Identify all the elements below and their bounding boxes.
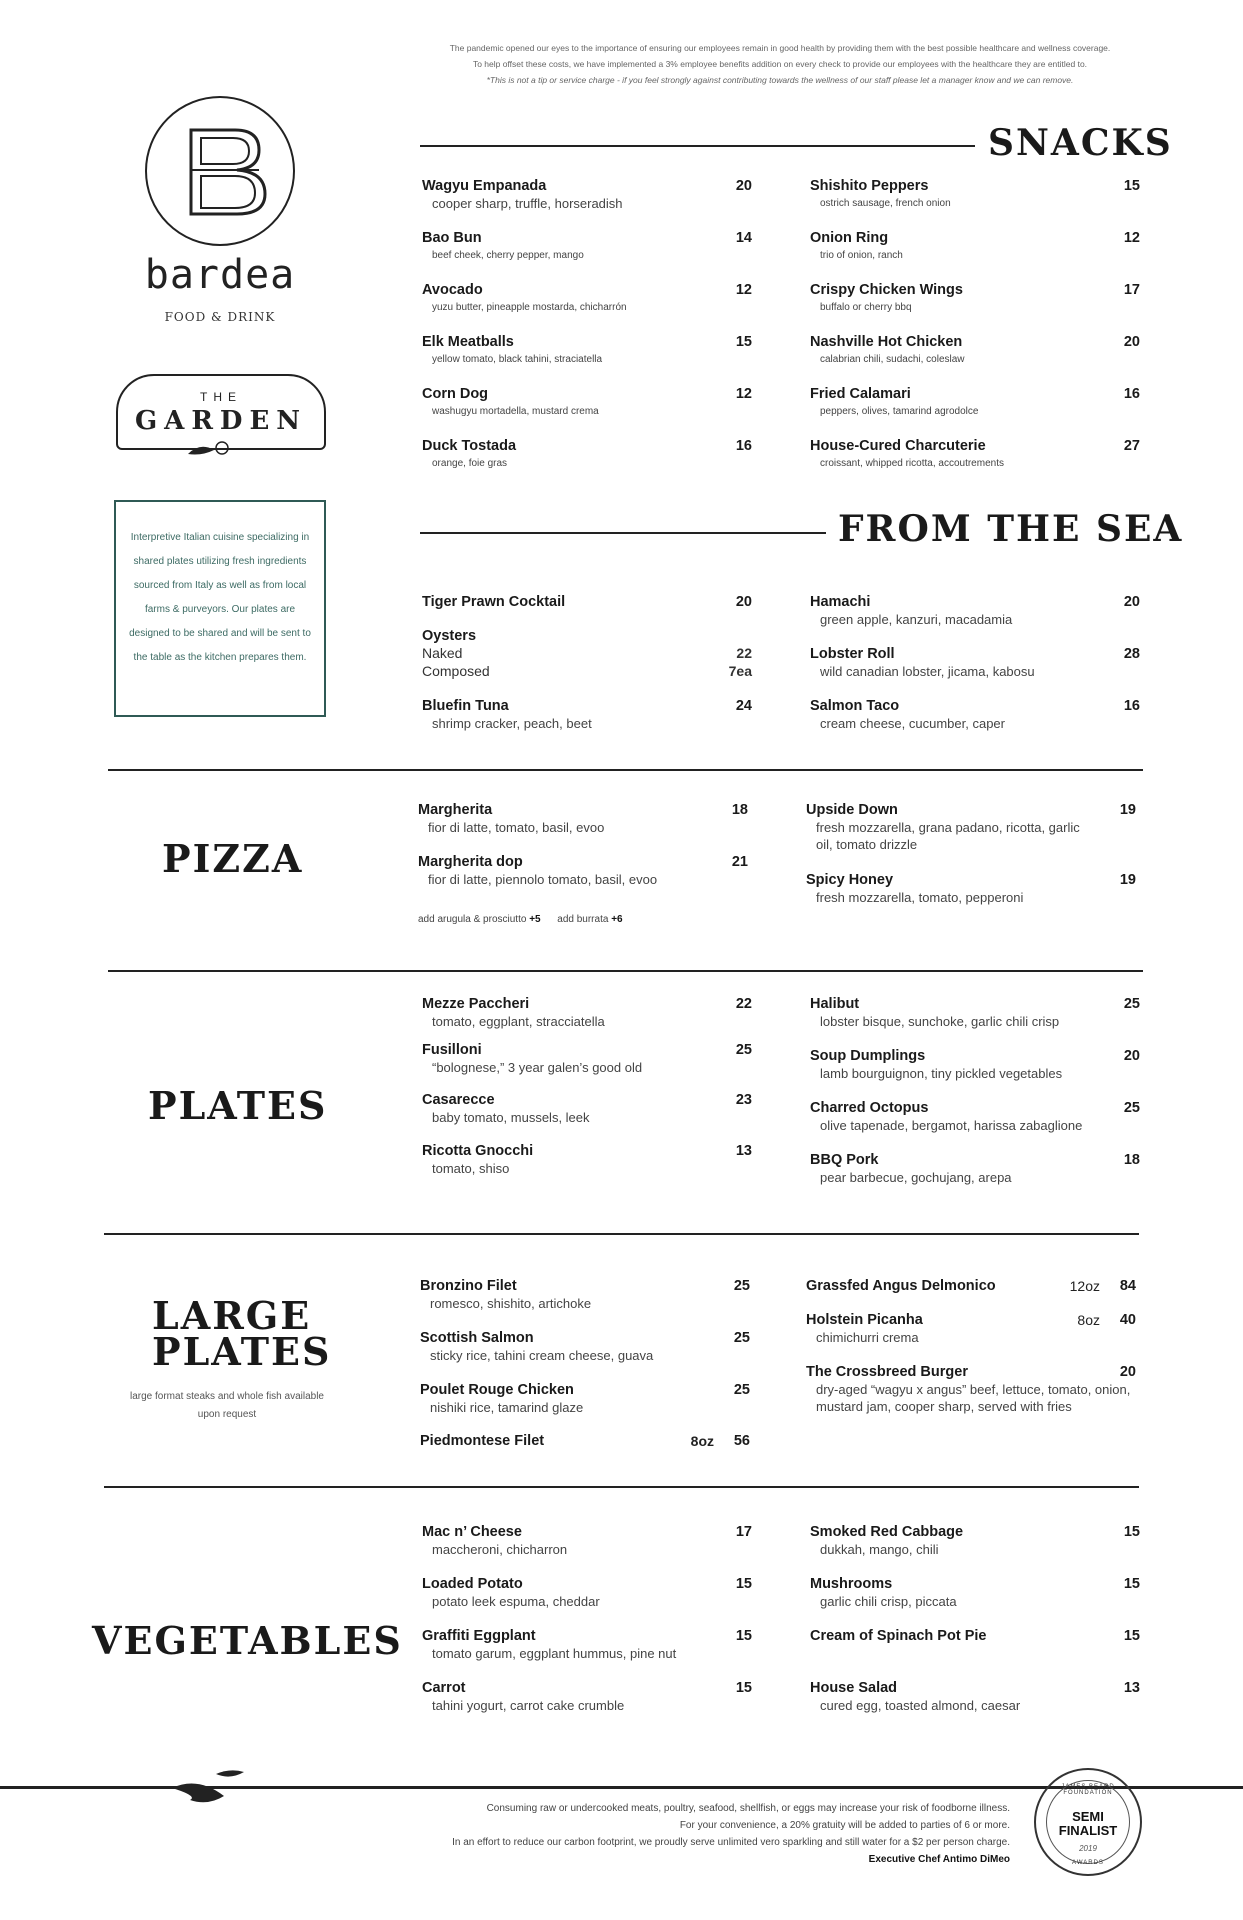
snacks-rule (420, 145, 975, 147)
menu-item: Avocado 12 yuzu butter, pineapple mostarda, chicharrón (422, 282, 752, 313)
menu-item: Hamachi 20 green apple, kanzuri, macadamia (810, 594, 1140, 627)
menu-item: Corn Dog 12 washugyu mortadella, mustard crema (422, 386, 752, 417)
about-box (114, 500, 326, 717)
menu-item: Halibut 25 lobster bisque, sunchoke, garlic chili crisp (810, 996, 1140, 1029)
sea-title: FROM THE SEA (838, 508, 1184, 550)
menu-item: Cream of Spinach Pot Pie 15 (810, 1628, 1140, 1644)
benefits-notice (400, 40, 1160, 88)
footer-line-1: Consuming raw or undercooked meats, poultry, seafood, shellfish, or eggs may increase your risk of foodborne illness. (486, 1803, 1010, 1814)
menu-item: Salmon Taco 16 cream cheese, cucumber, caper (810, 698, 1140, 731)
menu-item: Duck Tostada 16 orange, foie gras (422, 438, 752, 469)
garden-the-label: THE (200, 390, 242, 404)
vegetables-title: VEGETABLES (92, 1618, 403, 1663)
menu-item: Oysters Naked 22 Composed 7ea (422, 628, 752, 679)
brand-name: bardea (144, 252, 296, 298)
menu-item: Loaded Potato 15 potato leek espuma, cheddar (422, 1576, 752, 1609)
menu-item: Fusilloni 25 “bolognese,” 3 year galen’s good old (422, 1042, 752, 1075)
menu-item: Crispy Chicken Wings 17 buffalo or cherry bbq (810, 282, 1140, 313)
brand-tagline: FOOD & DRINK (164, 310, 276, 324)
section-divider (104, 1233, 1139, 1235)
menu-item: Spicy Honey 19 fresh mozzarella, tomato, pepperoni (806, 872, 1136, 905)
menu-item: Bao Bun 14 beef cheek, cherry pepper, mango (422, 230, 752, 261)
menu-item: Charred Octopus 25 olive tapenade, bergamot, harissa zabaglione (810, 1100, 1140, 1133)
plates-title: PLATES (148, 1083, 328, 1128)
large-plates-note: large format steaks and whole fish available upon request (130, 1391, 324, 1420)
menu-item: Graffiti Eggplant 15 tomato garum, eggplant hummus, pine nut (422, 1628, 752, 1661)
footer-line-2: For your convenience, a 20% gratuity will be added to parties of 6 or more. (679, 1820, 1010, 1831)
menu-item: Scottish Salmon 25 sticky rice, tahini cream cheese, guava (420, 1330, 750, 1363)
footer-notes (340, 1800, 1010, 1868)
menu-item: Poulet Rouge Chicken 25 nishiki rice, tamarind glaze (420, 1382, 750, 1415)
menu-item: Soup Dumplings 20 lamb bourguignon, tiny pickled vegetables (810, 1048, 1140, 1081)
menu-item: Piedmontese Filet 8oz 56 (420, 1433, 750, 1449)
menu-item: Bronzino Filet 25 romesco, shishito, artichoke (420, 1278, 750, 1311)
section-divider (104, 1486, 1139, 1488)
menu-item: The Crossbreed Burger 20 dry-aged “wagyu x angus” beef, lettuce, tomato, onion, mustard jam, cooper sharp, served with fries (806, 1364, 1136, 1414)
menu-item: Upside Down 19 fresh mozzarella, grana padano, ricotta, garlic oil, tomato drizzle (806, 802, 1136, 852)
leaf-emblem-icon (186, 440, 236, 468)
menu-item: Bluefin Tuna 24 shrimp cracker, peach, beet (422, 698, 752, 731)
section-divider (108, 769, 1143, 771)
menu-item: Fried Calamari 16 peppers, olives, tamarind agrodolce (810, 386, 1140, 417)
menu-item: Onion Ring 12 trio of onion, ranch (810, 230, 1140, 261)
menu-item: Mezze Paccheri 22 tomato, eggplant, stracciatella (422, 996, 752, 1029)
leaf-flourish-icon (168, 1766, 248, 1812)
the-garden-badge (116, 374, 326, 450)
menu-item: Margherita dop 21 fior di latte, piennolo tomato, basil, evoo (418, 854, 748, 887)
menu-item: Mushrooms 15 garlic chili crisp, piccata (810, 1576, 1140, 1609)
menu-item: Nashville Hot Chicken 20 calabrian chili, sudachi, coleslaw (810, 334, 1140, 365)
menu-item: Smoked Red Cabbage 15 dukkah, mango, chili (810, 1524, 1140, 1557)
bardea-logo-icon (145, 96, 295, 246)
menu-item: Mac n’ Cheese 17 maccheroni, chicharron (422, 1524, 752, 1557)
large-plates-title: LARGE PLATES (152, 1293, 332, 1374)
pizza-title: PIZZA (162, 836, 304, 881)
notice-line-1: The pandemic opened our eyes to the importance of ensuring our employees remain in good health by providing them with the best possible healthcare and wellness coverage. (449, 43, 1111, 53)
section-divider (108, 970, 1143, 972)
snacks-title: SNACKS (988, 122, 1173, 164)
menu-item: Wagyu Empanada 20 cooper sharp, truffle, horseradish (422, 178, 752, 211)
menu-item: Tiger Prawn Cocktail 20 (422, 594, 752, 610)
notice-line-2: To help offset these costs, we have implemented a 3% employee benefits addition on every check to provide our employees with the healthcare they are entitled to. (472, 59, 1088, 69)
james-beard-award-badge: JAMES BEARD FOUNDATION SEMI FINALIST 2019 AWARDS (1034, 1768, 1142, 1876)
menu-item: Margherita 18 fior di latte, tomato, basil, evoo (418, 802, 748, 835)
menu-item: Casarecce 23 baby tomato, mussels, leek (422, 1092, 752, 1125)
menu-item: Grassfed Angus Delmonico 12oz 84 (806, 1278, 1136, 1294)
menu-item: House-Cured Charcuterie 27 croissant, whipped ricotta, accoutrements (810, 438, 1140, 469)
sea-rule (420, 532, 826, 534)
menu-item: House Salad 13 cured egg, toasted almond, caesar (810, 1680, 1140, 1713)
menu-item: Ricotta Gnocchi 13 tomato, shiso (422, 1143, 752, 1176)
notice-line-3: *This is not a tip or service charge - if you feel strongly against contributing towards the wellness of our staff please let a manager know and we can remove. (486, 75, 1074, 85)
footer-line-3: In an effort to reduce our carbon footprint, we proudly serve unlimited vero sparkling and still water for a $2 per person charge. (452, 1837, 1010, 1848)
menu-item: Elk Meatballs 15 yellow tomato, black tahini, straciatella (422, 334, 752, 365)
menu-item: Carrot 15 tahini yogurt, carrot cake crumble (422, 1680, 752, 1713)
about-text: Interpretive Italian cuisine specializing in shared plates utilizing fresh ingredients sourced from Italy as well as from local farms & purveyors. Our plates are designed to be shared and will be sent to the table as the kitchen prepares them. (129, 532, 311, 663)
menu-item: Lobster Roll 28 wild canadian lobster, jicama, kabosu (810, 646, 1140, 679)
menu-item: BBQ Pork 18 pear barbecue, gochujang, arepa (810, 1152, 1140, 1185)
garden-label: GARDEN (134, 406, 308, 436)
menu-item: Holstein Picanha 8oz 40 chimichurri crema (806, 1312, 1136, 1345)
executive-chef: Executive Chef Antimo DiMeo (868, 1854, 1010, 1865)
pizza-addons: add arugula & prosciutto +5 add burrata +6 (418, 914, 623, 925)
menu-item: Shishito Peppers 15 ostrich sausage, french onion (810, 178, 1140, 209)
